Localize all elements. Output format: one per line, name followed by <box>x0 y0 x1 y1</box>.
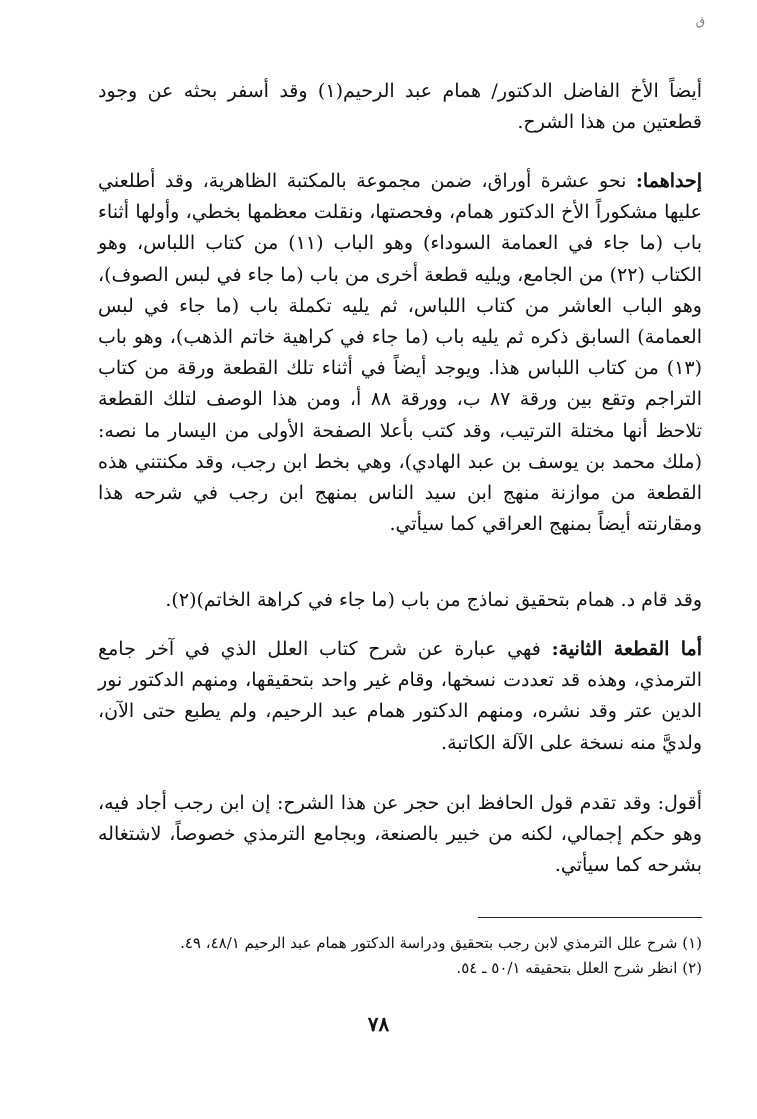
paragraph-1 <box>98 76 702 138</box>
paragraph-3-text: وقد قام د. همام بتحقيق نماذج من باب (ما جاء في كراهة الخاتم)(٢). <box>165 589 702 611</box>
paragraph-3 <box>98 585 702 616</box>
paragraph-5-text: أقول: وقد تقدم قول الحافظ ابن حجر عن هذا الشرح: إن ابن رجب أجاد فيه، وهو حكم إجمالي، لكنه من خبير بالصنعة، وبجامع الترمذي خصوصاً، لاشتغاله بشرحه كما سيأتي. <box>98 792 702 877</box>
paragraph-4-text: فهي عبارة عن شرح كتاب العلل الذي في آخر جامع الترمذي، وهذه قد تعددت نسخها، وقام غير واحد بتحقيقها، ومنهم الدكتور نور الدين عتر وقد نشره، ومنهم الدكتور همام عبد الرحيم، ولم يطبع حتى الآن، ولديَّ منه نسخة على الآلة الكاتبة. <box>98 638 702 754</box>
paragraph-4-lead: أما القطعة الثانية: <box>551 638 703 660</box>
paragraph-2 <box>98 166 702 540</box>
paragraph-4 <box>98 634 702 759</box>
page-number: ٧٨ <box>367 1012 390 1036</box>
paragraph-1-text: أيضاً الأخ الفاضل الدكتور/ همام عبد الرحيم(١) وقد أسفر بحثه عن وجود قطعتين من هذا الشرح. <box>98 80 703 134</box>
footnote-divider <box>478 917 702 918</box>
paragraph-2-text: نحو عشرة أوراق، ضمن مجموعة بالمكتبة الظاهرية، وقد أطلعني عليها مشكوراً الأخ الدكتور همام، وفحصتها، ونقلت معظمها بخطي، وأولها أثناء باب (ما جاء في العمامة السوداء) وهو الباب (١١) من كتاب اللباس، وهو الكتاب (٢٢) من الجامع، ويليه قطعة أخرى من باب (ما جاء في لبس الصوف)، وهو الباب العاشر من كتاب اللباس، ثم يليه تكملة باب (ما جاء في لبس العمامة) السابق ذكره ثم يليه باب (ما جاء في كراهية خاتم الذهب)، وهو باب (١٣) من كتاب اللباس هذا. ويوجد أيضاً في أثناء تلك القطعة ورقة من كتاب التراجم وتقع بين ورقة ٨٧ ب، وورقة ٨٨ أ، ومن هذا الوصف لتلك القطعة تلاحظ أنها مختلة الترتيب، وقد كتب بأعلا الصفحة الأولى من اليسار ما نصه: (ملك محمد بن يوسف بن عبد الهادي)، وهي بخط ابن رجب، وقد مكنتني هذه القطعة من موازنة منهج ابن سيد الناس بمنهج ابن رجب في شرحه هذا ومقارنته أيضاً بمنهج العراقي كما سيأتي. <box>98 170 702 536</box>
paragraph-2-lead: إحداهما: <box>635 170 702 192</box>
footnote-1: (١) شرح علل الترمذي لابن رجب بتحقيق ودراسة الدكتور همام عبد الرحيم ٤٨/١، ٤٩. <box>180 934 702 952</box>
footnote-2: (٢) انظر شرح العلل بتحقيقه ٥٠/١ ـ ٥٤. <box>456 959 702 977</box>
paragraph-5 <box>98 788 702 882</box>
corner-mark: ق <box>695 14 705 28</box>
